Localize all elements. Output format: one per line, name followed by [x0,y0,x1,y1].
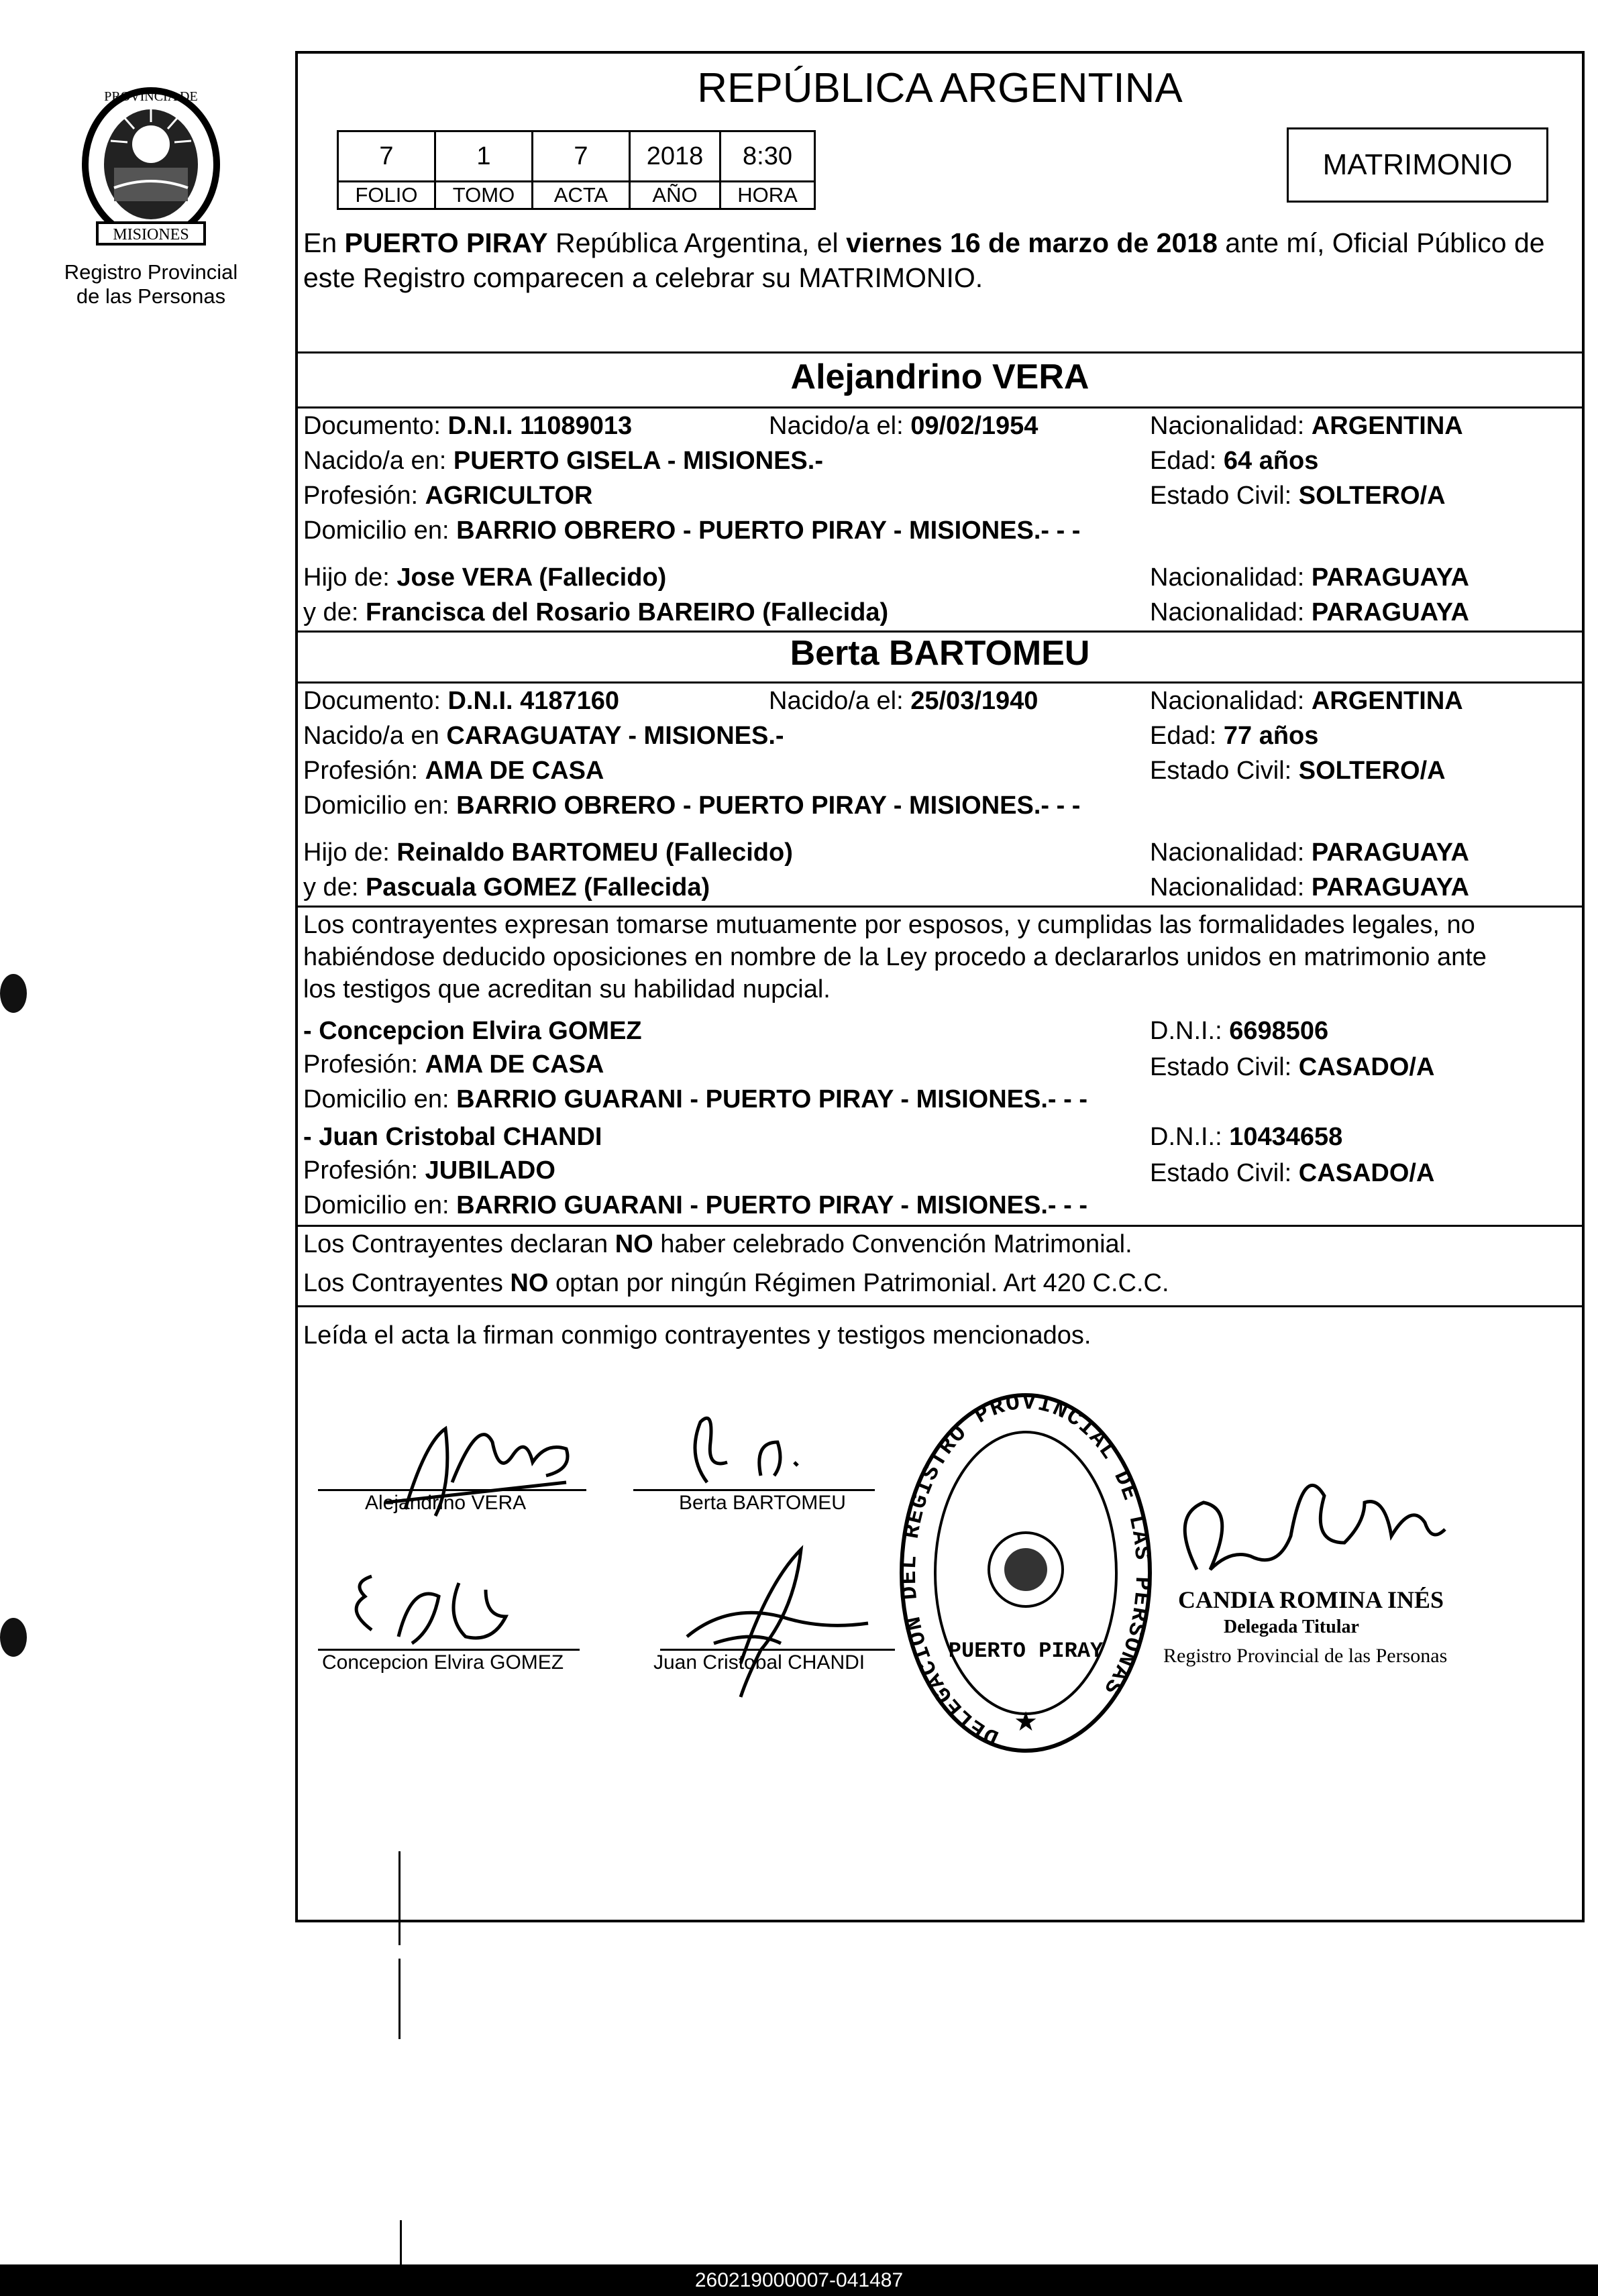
spouse2-birthdate [769,684,1038,718]
field-label: Estado Civil: [1150,1159,1299,1187]
convention-text: haber celebrado Convención Matrimonial. [653,1230,1132,1258]
misiones-coat-of-arms-logo [67,80,235,255]
spouse2-father-nationality [1150,836,1469,869]
field-label: D.N.I.: [1150,1017,1230,1045]
acta-value: 7 [533,131,630,182]
spouse2-name: Berta BARTOMEU [790,634,1090,673]
field-value: BARRIO OBRERO - PUERTO PIRAY - MISIONES.- - - [456,516,1081,545]
field-label: Hijo de: [303,563,397,592]
field-label: Nacido/a el: [769,687,911,715]
witness2-profession [303,1154,555,1187]
divider [298,1225,1582,1227]
field-label: Nacionalidad: [1150,563,1312,592]
spouse2-nationality [1150,684,1463,718]
tomo-value: 1 [435,131,533,182]
field-value: 77 años [1223,722,1319,750]
field-value: CARAGUATAY - MISIONES.- [446,722,784,750]
field-label: Domicilio en: [303,1085,457,1113]
witness2-civil-status [1150,1156,1434,1190]
closing-statement: Leída el acta la firman conmigo contrayentes y testigos mencionados. [303,1321,1091,1350]
spouse2-mother [303,871,710,904]
convention-text: Los Contrayentes declaran [303,1230,615,1258]
punch-hole [0,1618,27,1657]
page-title: REPÚBLICA ARGENTINA [697,65,1183,111]
scan-artifact-line [400,2220,402,2267]
intro-paragraph [303,225,1577,295]
field-value: PARAGUAYA [1311,563,1469,592]
witness2-name: - Juan Cristobal CHANDI [303,1123,602,1151]
intro-text: República Argentina, el [547,227,847,258]
declaration-line1: Los contrayentes expresan tomarse mutuamente por esposos, y cumplidas las formalidades legales, no [303,911,1475,939]
divider [298,406,1582,408]
spouse1-document [303,409,632,443]
regime-text: optan por ningún Régimen Patrimonial. Art 420 C.C.C. [548,1269,1169,1297]
regime-text: Los Contrayentes [303,1269,511,1297]
tomo-label: TOMO [435,182,533,209]
field-value: Pascuala GOMEZ (Fallecida) [365,873,710,901]
stamp-ring-text: DELEGACION DEL REGISTRO PROVINCIAL DE LAS PERSONAS [896,1390,1155,1750]
field-label: Hijo de: [303,838,397,867]
field-label: Edad: [1150,722,1224,750]
witness1-profession [303,1048,604,1081]
field-label: Domicilio en: [303,516,457,545]
field-value: 25/03/1940 [910,687,1038,715]
field-value: BARRIO OBRERO - PUERTO PIRAY - MISIONES.- - - [456,791,1081,820]
field-label: Estado Civil: [1150,757,1299,785]
spouse2-document [303,684,619,718]
field-label: y de: [303,873,366,901]
field-label: Nacionalidad: [1150,412,1312,440]
field-value: Francisca del Rosario BAREIRO (Fallecida) [365,598,889,626]
signature-line [633,1489,875,1491]
anio-label: AÑO [630,182,721,209]
regime-statement [303,1266,1169,1300]
folio-label: FOLIO [338,182,435,209]
divider [298,351,1582,353]
field-label: Profesión: [303,1050,425,1079]
signature-alejandrino-vera [345,1402,606,1536]
official-registry-stamp [895,1388,1157,1764]
intro-place: PUERTO PIRAY [344,227,548,258]
spouse2-age [1150,719,1318,753]
field-value: PARAGUAYA [1311,598,1469,626]
signature-line [318,1649,580,1651]
field-value: 64 años [1223,447,1319,475]
record-registration-table [337,130,816,210]
anio-value: 2018 [630,131,721,182]
logo-top-text: PROVINCIA DE [104,89,198,104]
signature-label-witness1: Concepcion Elvira GOMEZ [322,1651,564,1674]
intro-date: viernes 16 de marzo de 2018 [846,227,1218,258]
logo-bottom-text: MISIONES [113,226,189,243]
stamp-inner-text: PUERTO PIRAY [948,1639,1104,1663]
spouse1-birthdate [769,409,1038,443]
spouse2-civil-status [1150,754,1446,787]
field-label: Estado Civil: [1150,1053,1299,1081]
intro-text: ante mí, Oficial Público de este Registro comparecen a celebrar su MATRIMONIO. [303,227,1545,293]
spouse1-birthplace [303,444,823,478]
field-label: Nacido/a el: [769,412,911,440]
svg-text:★: ★ [1014,1707,1038,1737]
field-value: AMA DE CASA [425,757,604,785]
witness1-name: - Concepcion Elvira GOMEZ [303,1017,642,1045]
divider [298,681,1582,684]
field-value: BARRIO GUARANI - PUERTO PIRAY - MISIONES.- - - [456,1191,1088,1219]
divider [298,1305,1582,1307]
spouse1-mother-nationality [1150,596,1469,629]
signature-label-spouse2: Berta BARTOMEU [679,1492,846,1514]
official-office: Registro Provincial de las Personas [1163,1645,1448,1667]
regime-no: NO [510,1269,549,1297]
field-value: PARAGUAYA [1311,838,1469,867]
field-value: 09/02/1954 [910,412,1038,440]
folio-value: 7 [338,131,435,182]
convention-statement [303,1227,1132,1261]
marriage-certificate-form [295,51,1585,1922]
signature-label-spouse1: Alejandrino VERA [365,1492,527,1514]
field-value: ARGENTINA [1311,412,1463,440]
field-label: Nacido/a en: [303,447,454,475]
record-type-box: MATRIMONIO [1287,127,1548,203]
punch-hole [0,974,27,1013]
field-label: Profesión: [303,757,425,785]
signature-line [660,1649,895,1651]
field-label: Nacionalidad: [1150,687,1312,715]
declaration-line2: habiéndose deducido oposiciones en nombre de la Ley procedo a declararlos unidos en matrimonio ante [303,943,1487,971]
field-label: Nacido/a en [303,722,447,750]
field-value: ARGENTINA [1311,687,1463,715]
field-label: Profesión: [303,482,425,510]
witness1-civil-status [1150,1050,1434,1084]
field-value: Reinaldo BARTOMEU (Fallecido) [396,838,793,867]
spouse2-birthplace [303,719,784,753]
field-value: D.N.I. 11089013 [447,412,633,440]
spouse1-name: Alejandrino VERA [790,358,1089,396]
field-value: Jose VERA (Fallecido) [396,563,667,592]
field-label: Domicilio en: [303,791,457,820]
field-value: 6698506 [1229,1017,1329,1045]
field-label: Nacionalidad: [1150,873,1312,901]
spouse1-father [303,561,666,594]
scan-artifact-line [398,1851,401,1945]
signature-berta-bartomeu [660,1395,835,1496]
intro-text: En [303,227,345,258]
signature-label-witness2: Juan Cristobal CHANDI [653,1651,865,1674]
hora-label: HORA [721,182,815,209]
field-label: Edad: [1150,447,1224,475]
field-value: PUERTO GISELA - MISIONES.- [453,447,823,475]
spouse1-mother [303,596,888,629]
signature-concepcion-gomez [331,1543,553,1663]
official-name: CANDIA ROMINA INÉS [1178,1586,1444,1613]
signature-juan-chandi [647,1529,895,1704]
acta-label: ACTA [533,182,630,209]
spouse1-profession [303,479,592,512]
field-value: BARRIO GUARANI - PUERTO PIRAY - MISIONES.- - - [456,1085,1088,1113]
divider [298,631,1582,633]
field-label: Profesión: [303,1156,425,1185]
spouse2-father [303,836,793,869]
convention-no: NO [615,1230,653,1258]
scan-artifact-line [398,1959,401,2039]
spouse2-profession [303,754,604,787]
spouse2-mother-nationality [1150,871,1469,904]
field-label: Nacionalidad: [1150,598,1312,626]
field-label: Domicilio en: [303,1191,457,1219]
field-value: 10434658 [1229,1123,1343,1151]
field-value: SOLTERO/A [1298,757,1446,785]
field-label: Documento: [303,687,448,715]
field-value: CASADO/A [1298,1159,1435,1187]
document-id-footer: 260219000007-041487 [0,2264,1598,2296]
signature-line [318,1489,586,1491]
field-value: CASADO/A [1298,1053,1435,1081]
witness1-dni [1150,1014,1328,1048]
official-role: Delegada Titular [1224,1617,1359,1637]
witness1-address [303,1083,1087,1116]
field-label: D.N.I.: [1150,1123,1230,1151]
field-value: JUBILADO [425,1156,555,1185]
field-label: y de: [303,598,366,626]
spouse2-address [303,789,1080,822]
field-label: Estado Civil: [1150,482,1299,510]
field-value: AMA DE CASA [425,1050,604,1079]
witness2-address [303,1189,1087,1222]
field-label: Nacionalidad: [1150,838,1312,867]
field-value: D.N.I. 4187160 [447,687,620,715]
spouse1-father-nationality [1150,561,1469,594]
field-label: Documento: [303,412,448,440]
logo-caption-line2: de las Personas [76,284,226,308]
divider [298,906,1582,908]
field-value: AGRICULTOR [425,482,593,510]
witness2-dni [1150,1120,1342,1154]
hora-value: 8:30 [721,131,815,182]
spouse1-nationality [1150,409,1463,443]
spouse1-civil-status [1150,479,1446,512]
spouse1-age [1150,444,1318,478]
field-value: PARAGUAYA [1311,873,1469,901]
declaration-line3: los testigos que acreditan su habilidad nupcial. [303,975,831,1003]
logo-caption-line1: Registro Provincial [64,260,238,284]
spouse1-address [303,514,1080,547]
field-value: SOLTERO/A [1298,482,1446,510]
